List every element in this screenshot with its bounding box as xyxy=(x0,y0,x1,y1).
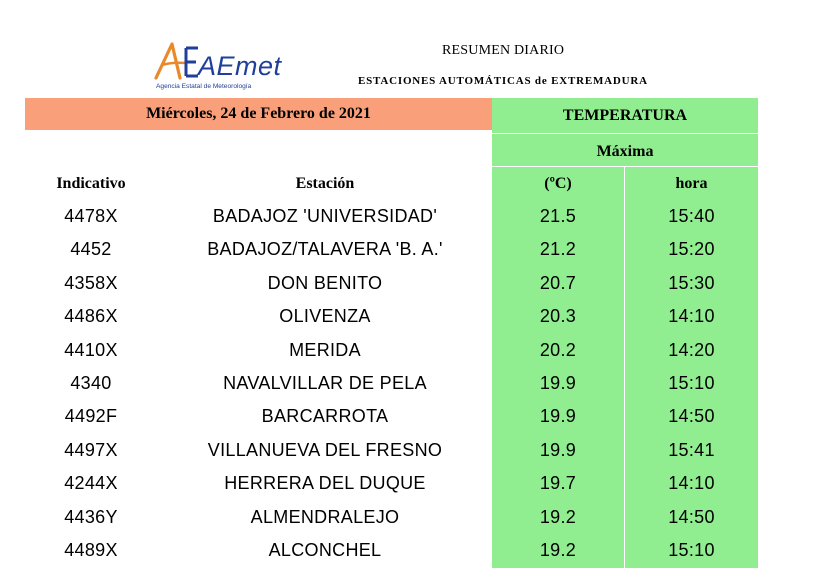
table-row xyxy=(0,501,823,534)
station-name: ALMENDRALEJO xyxy=(250,506,400,527)
station-table xyxy=(0,200,823,567)
station-id: 4244X xyxy=(64,473,118,494)
table-row xyxy=(0,467,823,500)
station-name: OLIVENZA xyxy=(279,306,371,327)
station-id: 4492F xyxy=(64,406,118,427)
report-subtitle: ESTACIONES AUTOMÁTICAS de EXTREMADURA xyxy=(358,75,648,87)
temperature-header: TEMPERATURA xyxy=(562,107,688,124)
logo-subtitle: Agencia Estatal de Meteorología xyxy=(156,83,252,90)
station-name: VILLANUEVA DEL FRESNO xyxy=(207,439,443,460)
station-name: MERIDA xyxy=(289,339,361,360)
station-name: BADAJOZ/TALAVERA 'B. A.' xyxy=(207,239,443,260)
max-time: 14:50 xyxy=(668,506,715,527)
table-row xyxy=(0,300,823,333)
table-row xyxy=(0,334,823,367)
max-temp: 20.7 xyxy=(539,272,577,293)
max-time: 15:40 xyxy=(668,206,715,226)
station-name: ALCONCHEL xyxy=(268,539,382,560)
station-id: 4436Y xyxy=(64,506,118,527)
max-temp: 19.9 xyxy=(539,406,577,427)
max-time: 14:10 xyxy=(668,306,715,327)
max-time: 14:50 xyxy=(668,406,715,427)
max-time: 14:10 xyxy=(668,473,715,494)
max-temp: 19.9 xyxy=(539,439,577,460)
max-time: 15:41 xyxy=(668,439,715,460)
max-temp: 20.3 xyxy=(539,306,577,327)
table-row xyxy=(0,434,823,467)
station-name: NAVALVILLAR DE PELA xyxy=(223,372,427,393)
station-id: 4497X xyxy=(64,439,118,460)
station-name: BARCARROTA xyxy=(261,406,389,427)
table-row xyxy=(0,200,823,233)
max-temp: 19.9 xyxy=(539,372,577,393)
col-header-indicativo: Indicativo xyxy=(56,175,126,192)
station-name: HERRERA DEL DUQUE xyxy=(224,473,426,494)
max-temp: 19.2 xyxy=(539,539,577,560)
logo-wordmark: AEmet xyxy=(198,51,282,81)
date-label: Miércoles, 24 de Febrero de 2021 xyxy=(146,105,371,122)
station-id: 4489X xyxy=(64,539,118,560)
table-row xyxy=(0,400,823,433)
max-time: 15:20 xyxy=(668,239,715,260)
max-time: 15:10 xyxy=(668,372,715,393)
date-banner xyxy=(25,98,492,130)
station-name: BADAJOZ 'UNIVERSIDAD' xyxy=(212,206,438,226)
aemet-logo xyxy=(150,38,282,90)
table-row xyxy=(0,367,823,400)
station-id: 4340 xyxy=(70,372,112,393)
max-time: 14:20 xyxy=(668,339,715,360)
station-id: 4452 xyxy=(70,239,112,260)
max-temp: 19.7 xyxy=(539,473,577,494)
max-temp: 20.2 xyxy=(539,339,577,360)
station-id: 4410X xyxy=(64,339,118,360)
max-temp: 21.5 xyxy=(539,206,577,226)
col-header-unit: (ºC) xyxy=(544,175,572,192)
max-temp: 19.2 xyxy=(539,506,577,527)
report-title: RESUMEN DIARIO xyxy=(442,43,565,58)
col-header-hora: hora xyxy=(675,175,708,192)
max-time: 15:30 xyxy=(668,272,715,293)
col-header-estacion: Estación xyxy=(295,175,355,192)
station-name: DON BENITO xyxy=(267,272,383,293)
station-id: 4478X xyxy=(64,206,118,226)
max-temp: 21.2 xyxy=(539,239,577,260)
table-row xyxy=(0,233,823,266)
station-id: 4358X xyxy=(64,272,118,293)
table-row xyxy=(0,267,823,300)
table-row xyxy=(0,534,823,567)
station-id: 4486X xyxy=(64,306,118,327)
max-header: Máxima xyxy=(596,143,654,160)
max-time: 15:10 xyxy=(668,539,715,560)
